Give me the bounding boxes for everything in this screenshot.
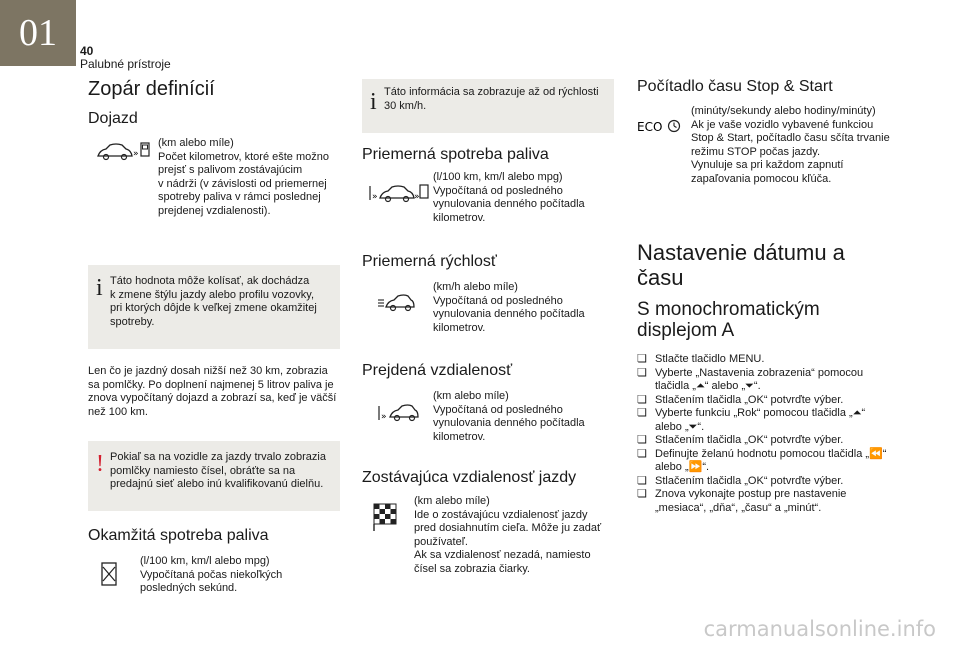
priemerna-rychlost-heading: Priemerná rýchlosť	[362, 253, 497, 270]
definitions-title: Zopár definícií	[88, 78, 215, 100]
okamzita-heading: Okamžitá spotreba paliva	[88, 527, 269, 544]
dojazd-heading: Dojazd	[88, 110, 138, 127]
checkered-flag-icon	[372, 502, 398, 537]
priemerna-spotreba-text: (l/100 km, km/l alebo mpg) Vypočítaná od posledného vynulovania denného počítadla kilometrov.	[433, 171, 585, 224]
distance-travelled-icon	[378, 402, 418, 431]
list-item: ❏ Stlačením tlačidla „OK“ potvrďte výber.	[637, 393, 844, 406]
stopstart-heading: Počítadlo času Stop & Start	[637, 78, 833, 95]
list-item: „mesiaca“, „dňa“, „času“ a „minút“.	[655, 501, 822, 514]
section-title: Palubné prístroje	[80, 57, 171, 71]
svg-text:»: »	[381, 412, 387, 422]
warning-note: ! Pokiaľ sa na vozidle za jazdy trvalo zobrazia pomlčky namiesto čísel, obráťte sa na predajnú sieť alebo inú kvalifikovanú dielňu.	[88, 441, 340, 511]
monochrome-display-subtitle: S monochromatickým displejom A	[637, 299, 820, 341]
info-icon: i	[96, 275, 103, 301]
bullet-icon: ❏	[637, 474, 647, 487]
car-range-fuel-icon	[96, 140, 150, 173]
bullet-icon: ❏	[637, 488, 647, 500]
average-speed-icon	[378, 292, 414, 321]
warning-icon: !	[96, 451, 104, 477]
average-consumption-icon	[368, 182, 428, 213]
bullet-icon: ❏	[637, 393, 647, 406]
svg-text:»: »	[414, 192, 420, 202]
zostavajuca-text: (km alebo míle) Ide o zostávajúcu vzdialenosť jazdy pred dosiahnutím cieľa. Môže ju zadať používateľ. Ak sa vzdialenosť nezadá, namiesto čísel sa zobrazia čiarky.	[414, 495, 602, 575]
list-item: tlačidla „⏶“ alebo „⏷“.	[655, 380, 761, 392]
priemerna-rychlost-text: (km/h alebo míle) Vypočítaná od posledného vynulovania denného počítadla kilometrov.	[433, 281, 585, 334]
list-item: alebo „⏷“.	[655, 420, 705, 433]
svg-text:»: »	[133, 149, 139, 159]
speed-info-note: i Táto informácia sa zobrazuje až od rýchlosti 30 km/h.	[362, 79, 614, 133]
okamzita-text: (l/100 km, km/l alebo mpg) Vypočítaná počas niekoľkých posledných sekúnd.	[140, 555, 283, 594]
list-item: ❏ Stlačením tlačidla „OK“ potvrďte výber.	[637, 434, 844, 446]
page-number: 40	[80, 44, 94, 58]
eco-timer-icon	[637, 118, 683, 139]
chapter-tab	[0, 0, 76, 66]
stopstart-text: (minúty/sekundy alebo hodiny/minúty) Ak je vaše vozidlo vybavené funkciou Stop & Start, počítadlo času sčíta trvanie režimu STOP počas jazdy. Vynuluje sa pri každom zapnutí zapaľovania pomocou kľúča.	[691, 105, 890, 185]
info-note: i Táto hodnota môže kolísať, ak dochádza k zmene štýlu jazdy alebo profilu vozovky, pri ktorých dôjde k veľkej zmene okamžitej spotreby.	[88, 265, 340, 349]
list-item: ❏ Vyberte „Nastavenia zobrazenia“ pomocou	[637, 366, 864, 379]
prejdena-text: (km alebo míle) Vypočítaná od posledného vynulovania denného počítadla kilometrov.	[433, 390, 585, 443]
zostavajuca-heading: Zostávajúca vzdialenosť jazdy	[362, 469, 577, 486]
range-paragraph: Len čo je jazdný dosah nižší než 30 km, zobrazia sa pomlčky. Po doplnení najmenej 5 litrov paliva je znova vypočítaný dojazd a zobrazí sa, keď je väčší než 100 km.	[88, 365, 337, 418]
bullet-icon: ❏	[637, 366, 647, 379]
svg-text:ECO: ECO	[637, 120, 663, 134]
bullet-icon: ❏	[637, 407, 647, 419]
list-item: ❏ Znova vykonajte postup pre nastavenie	[637, 488, 847, 500]
date-time-title: Nastavenie dátumu a času	[637, 240, 845, 290]
svg-text:»: »	[372, 192, 378, 202]
fuel-pump-icon	[100, 561, 122, 594]
chapter-number: 01	[19, 12, 57, 54]
list-item: ❏ Vyberte funkciu „Rok“ pomocou tlačidla „⏶“	[637, 407, 866, 419]
list-item: alebo „⏩“.	[655, 461, 710, 473]
bullet-icon: ❏	[637, 447, 647, 460]
setup-steps	[637, 353, 907, 515]
prejdena-heading: Prejdená vzdialenosť	[362, 362, 513, 379]
bullet-icon: ❏	[637, 434, 647, 446]
bullet-icon: ❏	[637, 353, 647, 365]
list-item: ❏ Definujte želanú hodnotu pomocou tlačidla „⏪“	[637, 447, 887, 460]
info-icon: i	[370, 89, 377, 115]
dojazd-text: (km alebo míle) Počet kilometrov, ktoré ešte možno prejsť s palivom zostávajúcim v nádrži (v závislosti od priemernej spotreby paliva v rámci poslednej prejdenej vzdialenosti).	[158, 137, 329, 217]
watermark[interactable]: carmanualsonline.info	[703, 617, 936, 641]
list-item: ❏ Stlačením tlačidla „OK“ potvrďte výber.	[637, 474, 844, 487]
priemerna-spotreba-heading: Priemerná spotreba paliva	[362, 146, 549, 163]
list-item: ❏ Stlačte tlačidlo MENU.	[637, 353, 765, 365]
